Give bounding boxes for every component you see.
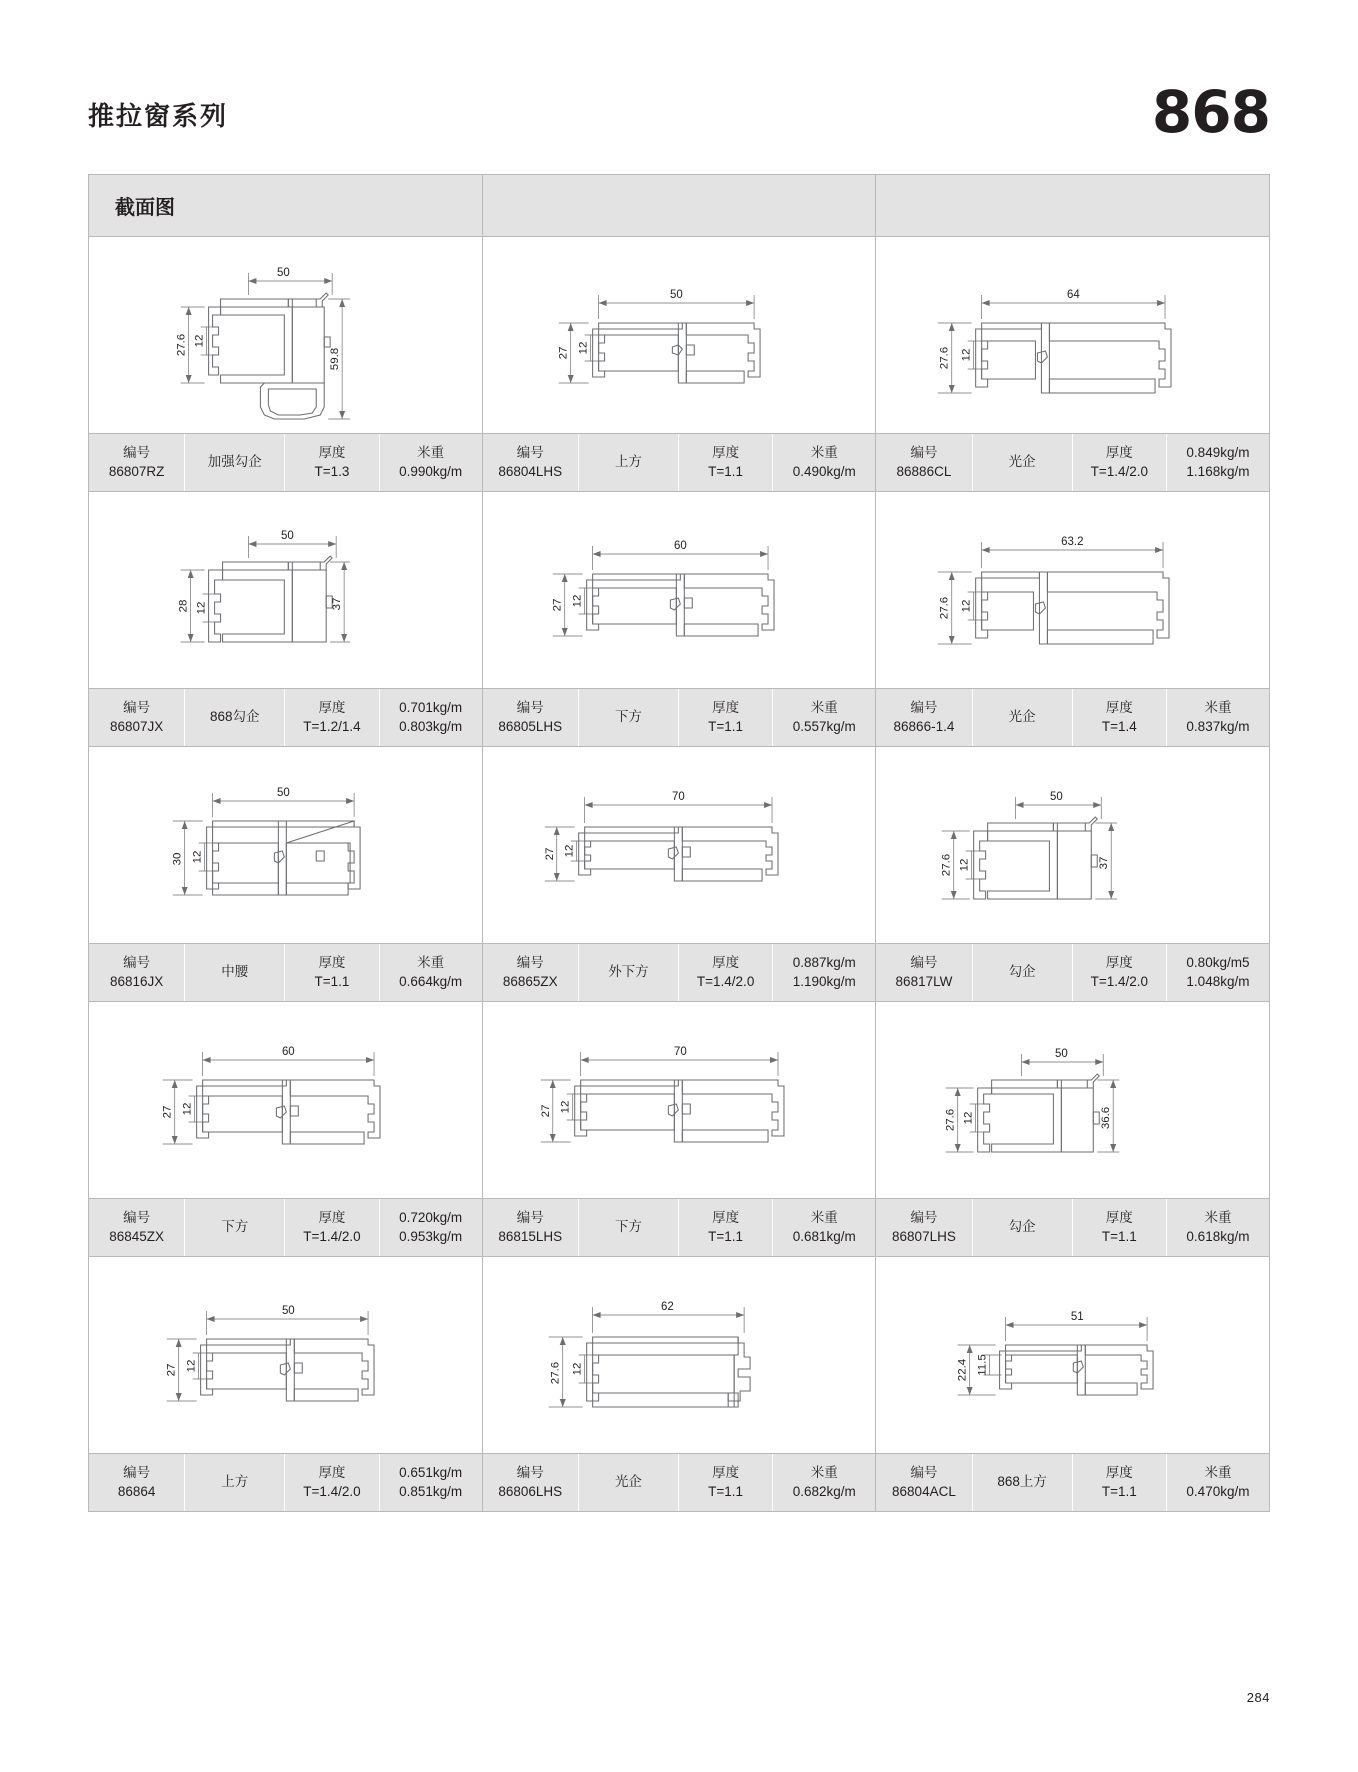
spec-code-label: 编号 bbox=[910, 700, 938, 716]
spec-row-86804ACL bbox=[876, 1454, 1269, 1512]
spec-thickness-value: T=1.1 bbox=[708, 1228, 744, 1244]
spec-row-86815LHS bbox=[483, 1199, 876, 1257]
profile-cell bbox=[89, 1002, 483, 1257]
dim-left1: 27.6 bbox=[175, 333, 188, 357]
spec-row-86807JX bbox=[89, 689, 482, 747]
dim-left2: 12 bbox=[195, 601, 208, 615]
spec-code-label: 编号 bbox=[123, 445, 151, 461]
spec-code-value: 86886CL bbox=[896, 463, 952, 479]
profile-cell bbox=[876, 237, 1270, 492]
profile-drawing-86807JX bbox=[89, 492, 482, 689]
profile-drawing-86815LHS bbox=[483, 1002, 876, 1199]
spec-row-86865ZX bbox=[483, 944, 876, 1002]
spec-code-value: 86807LHS bbox=[892, 1228, 956, 1244]
section-band-cell-2 bbox=[483, 175, 877, 237]
spec-thickness-value: T=1.4/2.0 bbox=[1090, 973, 1148, 989]
spec-weight-value: 0.990kg/m bbox=[399, 463, 463, 479]
spec-code-label: 编号 bbox=[910, 1465, 938, 1481]
profile-drawing-86804ACL bbox=[876, 1257, 1269, 1454]
spec-weight bbox=[1167, 689, 1269, 746]
spec-thickness bbox=[1073, 434, 1167, 491]
profile-drawing-86804LHS bbox=[483, 237, 876, 434]
spec-thickness-label: 厚度 bbox=[1105, 445, 1133, 461]
dim-left2: 12 bbox=[559, 1100, 572, 1114]
section-band-cell-3 bbox=[876, 175, 1270, 237]
spec-row-86817LW bbox=[876, 944, 1269, 1002]
spec-code-value: 86845ZX bbox=[109, 1228, 164, 1244]
spec-weight-value: 0.681kg/m bbox=[792, 1228, 856, 1244]
dim-right: 37 bbox=[331, 597, 344, 611]
spec-code-label: 编号 bbox=[910, 1210, 938, 1226]
dim-top: 64 bbox=[1067, 288, 1081, 302]
dim-top: 50 bbox=[276, 266, 290, 280]
spec-thickness-value: T=1.1 bbox=[314, 973, 350, 989]
spec-row-86864 bbox=[89, 1454, 482, 1512]
spec-code-value: 86816JX bbox=[109, 973, 164, 989]
spec-thickness bbox=[679, 944, 773, 1001]
spec-code-value: 86866-1.4 bbox=[893, 718, 955, 734]
spec-code-value: 86817LW bbox=[895, 973, 953, 989]
spec-code-label: 编号 bbox=[123, 1210, 151, 1226]
spec-weight-label: 米重 bbox=[1204, 700, 1232, 716]
spec-code-label: 编号 bbox=[910, 955, 938, 971]
profile-cell bbox=[876, 747, 1270, 1002]
profile-drawing-86865ZX bbox=[483, 747, 876, 944]
spec-weight bbox=[1167, 1454, 1269, 1511]
spec-code-label: 编号 bbox=[516, 700, 544, 716]
spec-weight-value-2: 1.190kg/m bbox=[792, 973, 856, 989]
dim-left2: 12 bbox=[571, 594, 584, 608]
profile-cell bbox=[876, 1257, 1270, 1512]
dim-left2: 12 bbox=[571, 1362, 584, 1376]
spec-thickness bbox=[1073, 689, 1167, 746]
spec-name: 光企 bbox=[973, 434, 1073, 491]
spec-code-label: 编号 bbox=[516, 445, 544, 461]
dim-left2: 12 bbox=[181, 1102, 194, 1116]
dim-top: 60 bbox=[281, 1045, 295, 1059]
dim-left1: 27.6 bbox=[939, 596, 952, 620]
spec-thickness bbox=[285, 1454, 379, 1511]
spec-code-label: 编号 bbox=[516, 955, 544, 971]
profile-cell bbox=[483, 237, 877, 492]
spec-code bbox=[483, 1454, 579, 1511]
dim-left1: 27 bbox=[161, 1105, 174, 1119]
profile-drawing-86816JX bbox=[89, 747, 482, 944]
profile-cell bbox=[483, 492, 877, 747]
spec-weight-value: 0.557kg/m bbox=[792, 718, 856, 734]
dim-right: 36.6 bbox=[1100, 1106, 1113, 1130]
spec-weight bbox=[773, 434, 875, 491]
series-number: 868 bbox=[1151, 78, 1270, 146]
dim-top: 60 bbox=[673, 539, 687, 553]
spec-code-label: 编号 bbox=[516, 1465, 544, 1481]
spec-code bbox=[876, 434, 972, 491]
spec-weight-label: 米重 bbox=[1204, 1465, 1232, 1481]
dim-top: 70 bbox=[671, 790, 685, 804]
dim-right: 59.8 bbox=[329, 347, 342, 371]
spec-weight bbox=[773, 944, 875, 1001]
spec-code-value: 86807RZ bbox=[108, 463, 165, 479]
spec-row-86807LHS bbox=[876, 1199, 1269, 1257]
dim-top: 50 bbox=[280, 529, 294, 543]
spec-row-86804LHS bbox=[483, 434, 876, 492]
spec-code bbox=[89, 689, 185, 746]
spec-thickness bbox=[679, 1454, 773, 1511]
profile-cell bbox=[876, 1002, 1270, 1257]
grid-row bbox=[89, 237, 1270, 492]
spec-thickness-label: 厚度 bbox=[1105, 700, 1133, 716]
dim-left2: 12 bbox=[193, 334, 206, 348]
spec-weight-value: 0.618kg/m bbox=[1186, 1228, 1250, 1244]
spec-thickness-label: 厚度 bbox=[318, 1465, 346, 1481]
spec-weight bbox=[773, 689, 875, 746]
dim-left2: 12 bbox=[959, 858, 972, 872]
profile-drawing-86817LW bbox=[876, 747, 1269, 944]
spec-code-value: 86864 bbox=[117, 1483, 156, 1499]
spec-weight-value-2: 0.953kg/m bbox=[399, 1228, 463, 1244]
dim-top: 70 bbox=[673, 1045, 687, 1059]
spec-weight-value-2: 0.803kg/m bbox=[399, 718, 463, 734]
profile-drawing-86864 bbox=[89, 1257, 482, 1454]
dim-left2: 11.5 bbox=[976, 1354, 989, 1376]
dim-left1: 27 bbox=[543, 847, 556, 861]
spec-row-86886CL bbox=[876, 434, 1269, 492]
dim-top: 50 bbox=[276, 786, 290, 800]
spec-thickness-value: T=1.4/2.0 bbox=[696, 973, 755, 989]
spec-thickness-value: T=1.1 bbox=[1101, 1483, 1137, 1499]
spec-name: 加强勾企 bbox=[185, 434, 285, 491]
spec-row-86845ZX bbox=[89, 1199, 482, 1257]
spec-thickness-label: 厚度 bbox=[712, 955, 740, 971]
spec-weight-label: 米重 bbox=[810, 445, 838, 461]
dim-left1: 27.6 bbox=[945, 1108, 958, 1132]
spec-code bbox=[876, 689, 972, 746]
spec-weight bbox=[773, 1454, 875, 1511]
profile-cell bbox=[483, 1257, 877, 1512]
grid-row bbox=[89, 1257, 1270, 1512]
spec-thickness-label: 厚度 bbox=[318, 445, 346, 461]
dim-left1: 27 bbox=[557, 346, 570, 360]
spec-code-value: 86806LHS bbox=[498, 1483, 563, 1499]
spec-thickness-label: 厚度 bbox=[318, 700, 346, 716]
spec-thickness-value: T=1.4 bbox=[1101, 718, 1137, 734]
spec-weight bbox=[380, 434, 482, 491]
spec-thickness bbox=[1073, 1199, 1167, 1256]
spec-code bbox=[89, 1199, 185, 1256]
spec-code-label: 编号 bbox=[123, 700, 151, 716]
dim-left2: 12 bbox=[563, 844, 576, 858]
spec-code-label: 编号 bbox=[910, 445, 938, 461]
profile-drawing-86806LHS bbox=[483, 1257, 876, 1454]
spec-thickness-value: T=1.3 bbox=[314, 463, 350, 479]
spec-weight-label: 米重 bbox=[810, 1210, 838, 1226]
spec-thickness bbox=[285, 689, 379, 746]
spec-thickness-value: T=1.1 bbox=[1101, 1228, 1137, 1244]
spec-name: 外下方 bbox=[579, 944, 679, 1001]
grid-row bbox=[89, 1002, 1270, 1257]
spec-weight-value-1: 0.849kg/m bbox=[1186, 445, 1250, 461]
grid-row bbox=[89, 492, 1270, 747]
spec-weight-value-1: 0.887kg/m bbox=[792, 955, 856, 971]
spec-thickness-label: 厚度 bbox=[712, 445, 740, 461]
spec-weight bbox=[380, 689, 482, 746]
spec-thickness bbox=[285, 434, 379, 491]
spec-thickness-label: 厚度 bbox=[712, 700, 740, 716]
spec-thickness bbox=[679, 689, 773, 746]
spec-thickness bbox=[285, 1199, 379, 1256]
spec-weight-value: 0.470kg/m bbox=[1186, 1483, 1250, 1499]
dim-top: 50 bbox=[1050, 790, 1064, 804]
spec-thickness-label: 厚度 bbox=[318, 1210, 346, 1226]
spec-name: 下方 bbox=[185, 1199, 285, 1256]
spec-code bbox=[483, 1199, 579, 1256]
spec-weight bbox=[380, 1199, 482, 1256]
spec-weight-value: 0.490kg/m bbox=[792, 463, 856, 479]
dim-left2: 12 bbox=[191, 850, 204, 864]
dim-left1: 27.6 bbox=[549, 1361, 562, 1385]
spec-weight-label: 米重 bbox=[417, 955, 445, 971]
grid-row bbox=[89, 747, 1270, 1002]
spec-code-label: 编号 bbox=[123, 955, 151, 971]
spec-thickness-label: 厚度 bbox=[712, 1210, 740, 1226]
page-header bbox=[88, 78, 1270, 146]
spec-row-86807RZ bbox=[89, 434, 482, 492]
dim-left1: 27 bbox=[539, 1104, 552, 1118]
spec-thickness bbox=[1073, 944, 1167, 1001]
spec-name: 上方 bbox=[579, 434, 679, 491]
spec-thickness-value: T=1.1 bbox=[708, 463, 744, 479]
spec-name: 868勾企 bbox=[185, 689, 285, 746]
spec-weight-value-1: 0.651kg/m bbox=[399, 1465, 463, 1481]
spec-code-value: 86805LHS bbox=[498, 718, 563, 734]
dim-left1: 27.6 bbox=[941, 853, 954, 877]
page-title: 推拉窗系列 bbox=[88, 101, 229, 131]
spec-weight-value-1: 0.701kg/m bbox=[399, 700, 463, 716]
spec-code-label: 编号 bbox=[516, 1210, 544, 1226]
spec-thickness-label: 厚度 bbox=[1105, 1465, 1133, 1481]
spec-code-value: 86865ZX bbox=[502, 973, 558, 989]
spec-thickness-label: 厚度 bbox=[318, 955, 346, 971]
dim-left1: 22.4 bbox=[957, 1358, 970, 1382]
section-title: 截面图 bbox=[89, 175, 483, 237]
spec-weight-value-2: 1.048kg/m bbox=[1186, 973, 1250, 989]
spec-name: 光企 bbox=[579, 1454, 679, 1511]
dim-top: 51 bbox=[1071, 1310, 1085, 1324]
dim-left2: 12 bbox=[185, 1359, 198, 1373]
profile-drawing-86886CL bbox=[876, 237, 1269, 434]
spec-weight-label: 米重 bbox=[810, 700, 838, 716]
profile-cell bbox=[483, 1002, 877, 1257]
profile-drawing-86807RZ bbox=[89, 237, 482, 434]
dim-left1: 28 bbox=[177, 599, 190, 613]
spec-row-86806LHS bbox=[483, 1454, 876, 1512]
section-band bbox=[89, 175, 1270, 237]
profile-cell bbox=[876, 492, 1270, 747]
spec-thickness-value: T=1.1 bbox=[708, 1483, 744, 1499]
spec-code-value: 86815LHS bbox=[498, 1228, 563, 1244]
spec-name: 下方 bbox=[579, 689, 679, 746]
spec-code-value: 86804ACL bbox=[892, 1483, 956, 1499]
spec-weight bbox=[380, 944, 482, 1001]
spec-weight bbox=[1167, 434, 1269, 491]
spec-weight-value: 0.837kg/m bbox=[1186, 718, 1250, 734]
spec-weight bbox=[380, 1454, 482, 1511]
profile-cell bbox=[89, 492, 483, 747]
spec-code bbox=[89, 1454, 185, 1511]
dim-top: 50 bbox=[669, 288, 683, 302]
spec-code bbox=[876, 944, 972, 1001]
spec-weight-value-2: 0.851kg/m bbox=[399, 1483, 463, 1499]
spec-code bbox=[483, 689, 579, 746]
dim-left2: 12 bbox=[961, 599, 974, 613]
spec-thickness-value: T=1.4/2.0 bbox=[303, 1228, 361, 1244]
dim-left1: 30 bbox=[171, 852, 184, 866]
spec-code bbox=[483, 434, 579, 491]
spec-thickness bbox=[1073, 1454, 1167, 1511]
dim-left1: 27 bbox=[551, 598, 564, 612]
spec-code bbox=[876, 1454, 972, 1511]
dim-left1: 27.6 bbox=[939, 346, 952, 370]
spec-code bbox=[89, 944, 185, 1001]
profile-drawing-86845ZX bbox=[89, 1002, 482, 1199]
spec-thickness bbox=[285, 944, 379, 1001]
dim-top: 50 bbox=[1055, 1047, 1069, 1061]
profile-cell bbox=[89, 237, 483, 492]
spec-thickness-label: 厚度 bbox=[1105, 955, 1133, 971]
spec-weight-value: 0.664kg/m bbox=[399, 973, 463, 989]
spec-row-86805LHS bbox=[483, 689, 876, 747]
spec-code bbox=[876, 1199, 972, 1256]
spec-thickness bbox=[679, 434, 773, 491]
dim-top: 62 bbox=[660, 1300, 674, 1314]
spec-name: 光企 bbox=[973, 689, 1073, 746]
spec-code bbox=[89, 434, 185, 491]
spec-row-86866-1.4 bbox=[876, 689, 1269, 747]
spec-weight-value-2: 1.168kg/m bbox=[1186, 463, 1250, 479]
dim-left1: 27 bbox=[165, 1363, 178, 1377]
spec-weight-label: 米重 bbox=[810, 1465, 838, 1481]
dim-right: 37 bbox=[1098, 856, 1111, 870]
page-number: 284 bbox=[1246, 1690, 1270, 1705]
spec-name: 勾企 bbox=[973, 944, 1073, 1001]
spec-code-value: 86804LHS bbox=[498, 463, 563, 479]
spec-name: 868上方 bbox=[973, 1454, 1073, 1511]
spec-thickness-value: T=1.1 bbox=[708, 718, 744, 734]
profile-grid bbox=[88, 174, 1270, 1512]
spec-weight bbox=[1167, 944, 1269, 1001]
spec-code-value: 86807JX bbox=[109, 718, 164, 734]
dim-left2: 12 bbox=[961, 348, 974, 362]
spec-thickness-value: T=1.4/2.0 bbox=[303, 1483, 361, 1499]
spec-name: 下方 bbox=[579, 1199, 679, 1256]
spec-weight-value-1: 0.80kg/m5 bbox=[1186, 955, 1250, 971]
spec-weight-label: 米重 bbox=[1204, 1210, 1232, 1226]
dim-top: 50 bbox=[281, 1304, 295, 1318]
profile-cell bbox=[89, 747, 483, 1002]
spec-thickness bbox=[679, 1199, 773, 1256]
spec-name: 上方 bbox=[185, 1454, 285, 1511]
profile-drawing-86805LHS bbox=[483, 492, 876, 689]
profile-drawing-86807LHS bbox=[876, 1002, 1269, 1199]
spec-code-label: 编号 bbox=[123, 1465, 151, 1481]
dim-left2: 12 bbox=[963, 1111, 976, 1125]
spec-weight-label: 米重 bbox=[417, 445, 445, 461]
profile-cell bbox=[483, 747, 877, 1002]
spec-thickness-value: T=1.2/1.4 bbox=[303, 718, 361, 734]
spec-thickness-label: 厚度 bbox=[712, 1465, 740, 1481]
spec-row-86816JX bbox=[89, 944, 482, 1002]
profile-drawing-86866-1.4 bbox=[876, 492, 1269, 689]
spec-weight-value-1: 0.720kg/m bbox=[399, 1210, 463, 1226]
spec-thickness-value: T=1.4/2.0 bbox=[1090, 463, 1148, 479]
spec-code bbox=[483, 944, 579, 1001]
spec-thickness-label: 厚度 bbox=[1105, 1210, 1133, 1226]
profile-cell bbox=[89, 1257, 483, 1512]
spec-name: 中腰 bbox=[185, 944, 285, 1001]
dim-left2: 12 bbox=[577, 341, 590, 355]
spec-name: 勾企 bbox=[973, 1199, 1073, 1256]
spec-weight bbox=[1167, 1199, 1269, 1256]
spec-weight bbox=[773, 1199, 875, 1256]
dim-top: 63.2 bbox=[1061, 535, 1084, 549]
spec-weight-value: 0.682kg/m bbox=[792, 1483, 856, 1499]
